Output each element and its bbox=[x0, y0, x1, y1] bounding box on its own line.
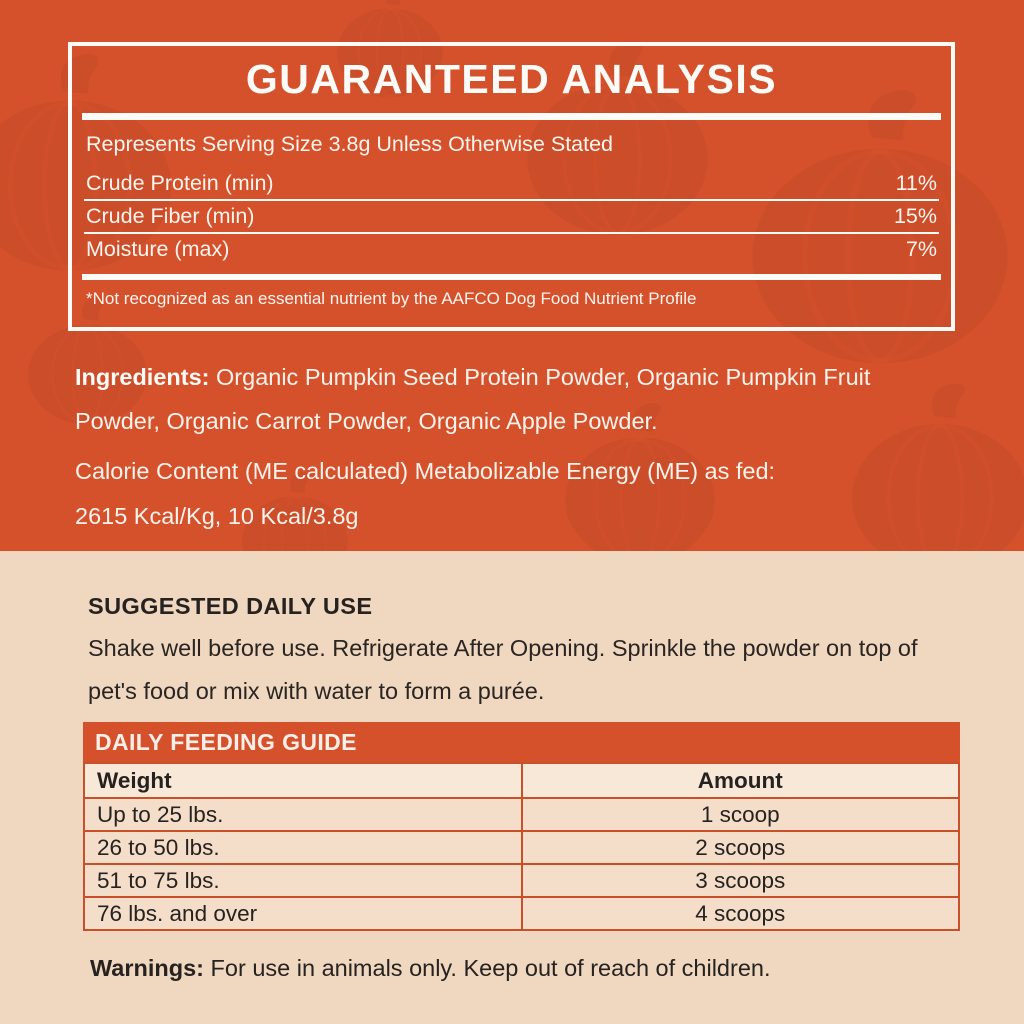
nutrient-label: Crude Protein (min) bbox=[86, 171, 274, 196]
divider bbox=[82, 274, 941, 280]
column-header-amount: Amount bbox=[522, 763, 960, 798]
table-row bbox=[84, 831, 959, 864]
calorie-content-line2: 2615 Kcal/Kg, 10 Kcal/3.8g bbox=[75, 503, 359, 529]
table-row bbox=[84, 897, 959, 930]
daily-feeding-guide-title: DAILY FEEDING GUIDE bbox=[83, 722, 960, 762]
ingredients-label: Ingredients: bbox=[75, 364, 210, 390]
suggested-daily-use-title: SUGGESTED DAILY USE bbox=[88, 593, 373, 619]
feeding-guide-table bbox=[83, 762, 960, 931]
warnings-paragraph bbox=[90, 955, 950, 982]
nutrient-value: 15% bbox=[893, 204, 937, 229]
nutrient-value: 7% bbox=[905, 237, 937, 262]
ingredients-text: Organic Pumpkin Seed Protein Powder, Organic Pumpkin Fruit Powder, Organic Carrot Powder, Organic Apple Powder. bbox=[75, 364, 871, 434]
table-row bbox=[84, 798, 959, 831]
nutrient-row bbox=[84, 199, 939, 232]
amount-cell: 4 scoops bbox=[522, 897, 960, 930]
amount-cell: 3 scoops bbox=[522, 864, 960, 897]
amount-cell: 2 scoops bbox=[522, 831, 960, 864]
column-header-weight: Weight bbox=[84, 763, 522, 798]
calorie-content-paragraph bbox=[75, 449, 960, 539]
weight-cell: 26 to 50 lbs. bbox=[84, 831, 522, 864]
table-header-row bbox=[84, 763, 959, 798]
suggested-daily-use-text: Shake well before use. Refrigerate After Opening. Sprinkle the powder on top of pet's food or mix with water to form a purée. bbox=[88, 635, 918, 704]
guaranteed-analysis-title: GUARANTEED ANALYSIS bbox=[245, 56, 778, 102]
weight-cell: 51 to 75 lbs. bbox=[84, 864, 522, 897]
warnings-label: Warnings: bbox=[90, 955, 205, 981]
ingredients-paragraph bbox=[75, 355, 960, 443]
weight-cell: Up to 25 lbs. bbox=[84, 798, 522, 831]
daily-feeding-guide bbox=[83, 722, 960, 931]
guaranteed-analysis-box bbox=[68, 42, 955, 331]
nutrient-label: Moisture (max) bbox=[86, 237, 230, 262]
nutrient-row bbox=[84, 168, 939, 199]
nutrient-value: 11% bbox=[895, 171, 937, 196]
serving-size-note: Represents Serving Size 3.8g Unless Otherwise Stated bbox=[86, 132, 614, 157]
aafco-footnote: *Not recognized as an essential nutrient by the AAFCO Dog Food Nutrient Profile bbox=[86, 289, 697, 309]
table-row bbox=[84, 864, 959, 897]
label-bottom-panel bbox=[0, 551, 1024, 1024]
weight-cell: 76 lbs. and over bbox=[84, 897, 522, 930]
nutrient-row bbox=[84, 232, 939, 265]
amount-cell: 1 scoop bbox=[522, 798, 960, 831]
divider bbox=[82, 113, 941, 120]
warnings-text: For use in animals only. Keep out of reach of children. bbox=[210, 955, 771, 981]
nutrient-rows bbox=[84, 168, 939, 265]
nutrient-label: Crude Fiber (min) bbox=[86, 204, 255, 229]
calorie-content-line1: Calorie Content (ME calculated) Metabolizable Energy (ME) as fed: bbox=[75, 458, 776, 484]
